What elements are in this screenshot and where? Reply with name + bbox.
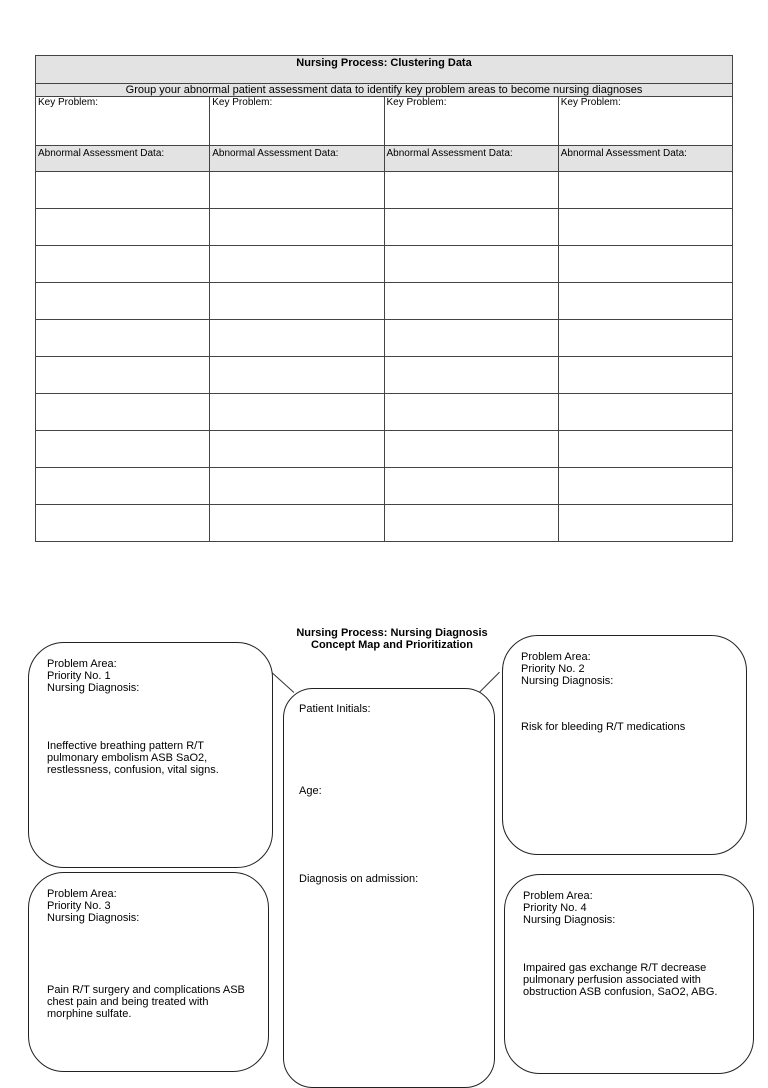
data-cell[interactable] [36,320,210,357]
abnormal-data-header: Abnormal Assessment Data: [558,146,732,172]
priority-2-header: Problem Area: Priority No. 2 Nursing Diagnosis: [521,651,614,687]
data-cell[interactable] [384,246,558,283]
data-cell[interactable] [558,357,732,394]
data-cell[interactable] [210,394,384,431]
data-cell[interactable] [384,357,558,394]
data-cell[interactable] [36,431,210,468]
data-cell[interactable] [384,283,558,320]
clustering-table [35,55,733,542]
abnormal-data-header: Abnormal Assessment Data: [210,146,384,172]
table-row [36,505,733,542]
key-problem-cell[interactable]: Key Problem: [210,97,384,146]
patient-initials-label: Patient Initials: [299,703,371,715]
data-cell[interactable] [36,394,210,431]
abnormal-data-header-row [36,146,733,172]
age-label: Age: [299,785,322,797]
data-cell[interactable] [210,283,384,320]
priority-4-box[interactable] [504,874,754,1074]
data-cell[interactable] [36,505,210,542]
priority-1-box[interactable] [28,642,273,868]
data-cell[interactable] [384,468,558,505]
table-row [36,172,733,209]
table-title: Nursing Process: Clustering Data [36,56,733,84]
data-cell[interactable] [558,209,732,246]
data-cell[interactable] [384,505,558,542]
table-subtitle-row [36,84,733,97]
connector-line-p2 [478,672,500,694]
data-cell[interactable] [558,172,732,209]
table-row [36,357,733,394]
data-cell[interactable] [558,505,732,542]
key-problem-cell[interactable]: Key Problem: [384,97,558,146]
data-cell[interactable] [384,172,558,209]
priority-1-header: Problem Area: Priority No. 1 Nursing Diagnosis: [47,658,140,694]
table-subtitle: Group your abnormal patient assessment data to identify key problem areas to become nursing diagnoses [36,84,733,97]
data-cell[interactable] [384,394,558,431]
concept-map-title: Nursing Process: Nursing Diagnosis Concept Map and Prioritization [296,627,488,651]
data-cell[interactable] [36,246,210,283]
data-cell[interactable] [210,172,384,209]
data-cell[interactable] [210,505,384,542]
table-row [36,246,733,283]
priority-2-diagnosis: Risk for bleeding R/T medications [521,721,686,733]
data-cell[interactable] [558,468,732,505]
data-cell[interactable] [558,394,732,431]
data-cell[interactable] [384,320,558,357]
data-cell[interactable] [210,246,384,283]
data-cell[interactable] [558,246,732,283]
data-cell[interactable] [36,357,210,394]
data-cell[interactable] [36,209,210,246]
table-row [36,394,733,431]
table-title-row [36,56,733,84]
key-problem-cell[interactable]: Key Problem: [36,97,210,146]
data-cell[interactable] [210,431,384,468]
data-cell[interactable] [36,283,210,320]
table-row [36,209,733,246]
key-problem-cell[interactable]: Key Problem: [558,97,732,146]
key-problem-row [36,97,733,146]
data-cell[interactable] [384,431,558,468]
table-row [36,283,733,320]
diagnosis-on-admission-label: Diagnosis on admission: [299,873,419,885]
data-cell[interactable] [558,320,732,357]
table-row [36,320,733,357]
abnormal-data-header: Abnormal Assessment Data: [384,146,558,172]
priority-1-diagnosis: Ineffective breathing pattern R/T pulmonary embolism ASB SaO2, restlessness, confusion, vital signs. [47,740,219,776]
priority-4-diagnosis: Impaired gas exchange R/T decrease pulmonary perfusion associated with obstruction ASB confusion, SaO2, ABG. [523,962,718,998]
priority-4-header: Problem Area: Priority No. 4 Nursing Diagnosis: [523,890,616,926]
data-cell[interactable] [558,283,732,320]
data-cell[interactable] [210,357,384,394]
priority-3-header: Problem Area: Priority No. 3 Nursing Diagnosis: [47,888,140,924]
data-cell[interactable] [36,172,210,209]
priority-2-box[interactable] [502,635,747,855]
priority-3-diagnosis: Pain R/T surgery and complications ASB chest pain and being treated with morphine sulfate. [47,984,245,1020]
data-cell[interactable] [210,468,384,505]
priority-3-box[interactable] [28,872,269,1072]
data-cell[interactable] [210,320,384,357]
patient-info-box[interactable] [283,688,495,1088]
data-cell[interactable] [210,209,384,246]
data-cell[interactable] [558,431,732,468]
connector-line-p1 [271,672,294,693]
data-cell[interactable] [384,209,558,246]
data-cell[interactable] [36,468,210,505]
table-row [36,468,733,505]
abnormal-data-header: Abnormal Assessment Data: [36,146,210,172]
table-row [36,431,733,468]
